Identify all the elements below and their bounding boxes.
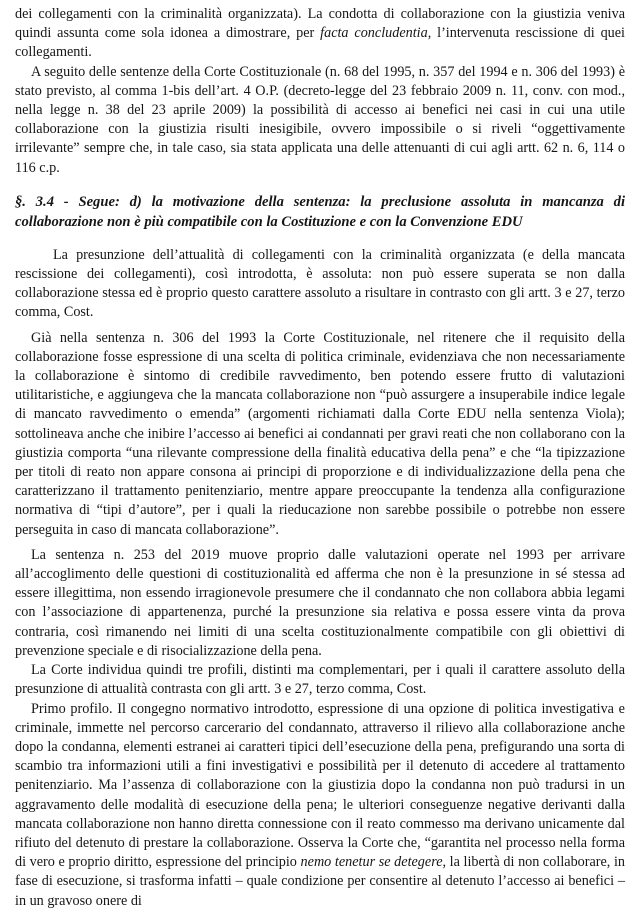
paragraph-constitutional-rulings: A seguito delle sentenze della Corte Costituzionale (n. 68 del 1995, n. 357 del 1994 e n. 306 del 1993) è stato previsto, al comma 1-bis dell’art. 4 O.P. (decreto-legge del 23 febbraio 2009 n. 11, conv. con mod., nella legge n. 38 del 23 aprile 2009) la possibilità di accesso ai benefici nei casi in cui una utile collaborazione con la giustizia risulti inesigibile, ovvero impossibile o si riveli “oggettivamente irrilevante” sempre che, in tale caso, sia stata applicata una delle attenuanti di cui agli artt. 62 n. 6, 114 o 116 c.p. [15, 63, 625, 176]
paragraph-sentence-2019: La sentenza n. 253 del 2019 muove proprio dalle valutazioni operate nel 1993 per arrivare all’accoglimento delle questioni di costituzionalità ed afferma che non è la presunzione in sé stessa ad essere illegittima, non essendo irragionevole presumere che il condannato che non collabora abbia legami con l’associazione di appartenenza, purché la presunzione sia relativa e possa essere vinta da prova contraria, così rimanendo nei limiti di una scelta costituzionalmente compatibile con gli obiettivi di prevenzione speciale e di risocializzazione della pena. [15, 546, 625, 659]
paragraph-sentence-1993: Già nella sentenza n. 306 del 1993 la Corte Costituzionale, nel ritenere che il requisito della collaborazione fosse espressione di una scelta di politica criminale, evidenziava che non necessariamente la collaborazione è sintomo di credibile ravvedimento, ben potendo essere frutto di valutazioni utilitaristiche, e aggiungeva che la mancata collaborazione non “può assurgere a insuperabile indice legale di mancato ravvedimento o emenda” (argomenti richiamati dalla Corte EDU nella sentenza Viola); sottolineava anche che inibire l’accesso ai benefici ai condannati per gravi reati che non collaborano con la giustizia comporta “una rilevante compressione della finalità educativa della pena” e che “la tipizzazione per titoli di reato non appare consona ai principi di proporzione e di individualizzazione della pena che caratterizzano il trattamento penitenziario, mentre appare preoccupante la tendenza alla configurazione normativa di “tipi d’autore”, per i quali la rieducazione non sarebbe possibile o potrebbe non essere perseguita in caso di mancata collaborazione”. [15, 329, 625, 538]
section-heading: §. 3.4 - Segue: d) la motivazione della sentenza: la preclusione assoluta in mancanza di collaborazione non è più compatibile con la Costituzione e con la Convenzione EDU [15, 193, 625, 230]
paragraph-text: , la libertà di non collaborare, in fase di esecuzione, si trasforma infatti – quale condizione per consentire al detenuto l’accesso ai benefici – in un gravoso onere di [15, 854, 626, 909]
paragraph-text: dei collegamenti con la criminalità organizzata). La condotta di collaborazione con la giustizia veniva quindi assunta come sola idonea a dimostrare, per [15, 6, 625, 42]
paragraph-absolute-presumption: La presunzione dell’attualità di collegamenti con la criminalità organizzata (e della mancata rescissione dei collegamenti), così introdotta, è assoluta: non può essere superata se non dalla collaborazione stessa ed è proprio questo carattere assoluto a risultare in contrasto con gli artt. 3 e 27, terzo comma, Cost. [15, 246, 625, 321]
latin-phrase: facta concludentia [320, 25, 428, 42]
paragraph-three-profiles: La Corte individua quindi tre profili, distinti ma complementari, per i quali il carattere assoluto della presunzione di attualità contrasta con gli artt. 3 e 27, terzo comma, Cost. [15, 662, 625, 698]
paragraph-first-profile [15, 700, 625, 911]
latin-phrase: nemo tenetur se detegere [300, 854, 443, 871]
paragraph-continuation [15, 5, 625, 63]
paragraph-text: , l’intervenuta rescissione di quei collegamenti. [15, 25, 625, 61]
paragraph-text: Primo profilo. Il congegno normativo introdotto, espressione di una opzione di politica investigativa e criminale, immette nel percorso carcerario del condannato, attraverso il rilievo alla collaborazione anche dopo la condanna, elementi estranei ai caratteri tipici dell’esecuzione della pena, prefigurando una sorta di scambio tra informazioni utili a fini investigativi e possibilità per il detenuto di accedere al trattamento penitenziario. Ma l’assenza di collaborazione con la giustizia dopo la condanna non può tradursi in un aggravamento delle modalità di esecuzione della pena; le ulteriori conseguenze negative derivanti dalla mancata collaborazione non hanno diretta connessione con il reato commesso ma derivano unicamente dal rifiuto del detenuto di prestare la collaborazione. Osserva la Corte che, “garantita nel processo nella forma di vero e proprio diritto, espressione del principio [15, 700, 625, 871]
